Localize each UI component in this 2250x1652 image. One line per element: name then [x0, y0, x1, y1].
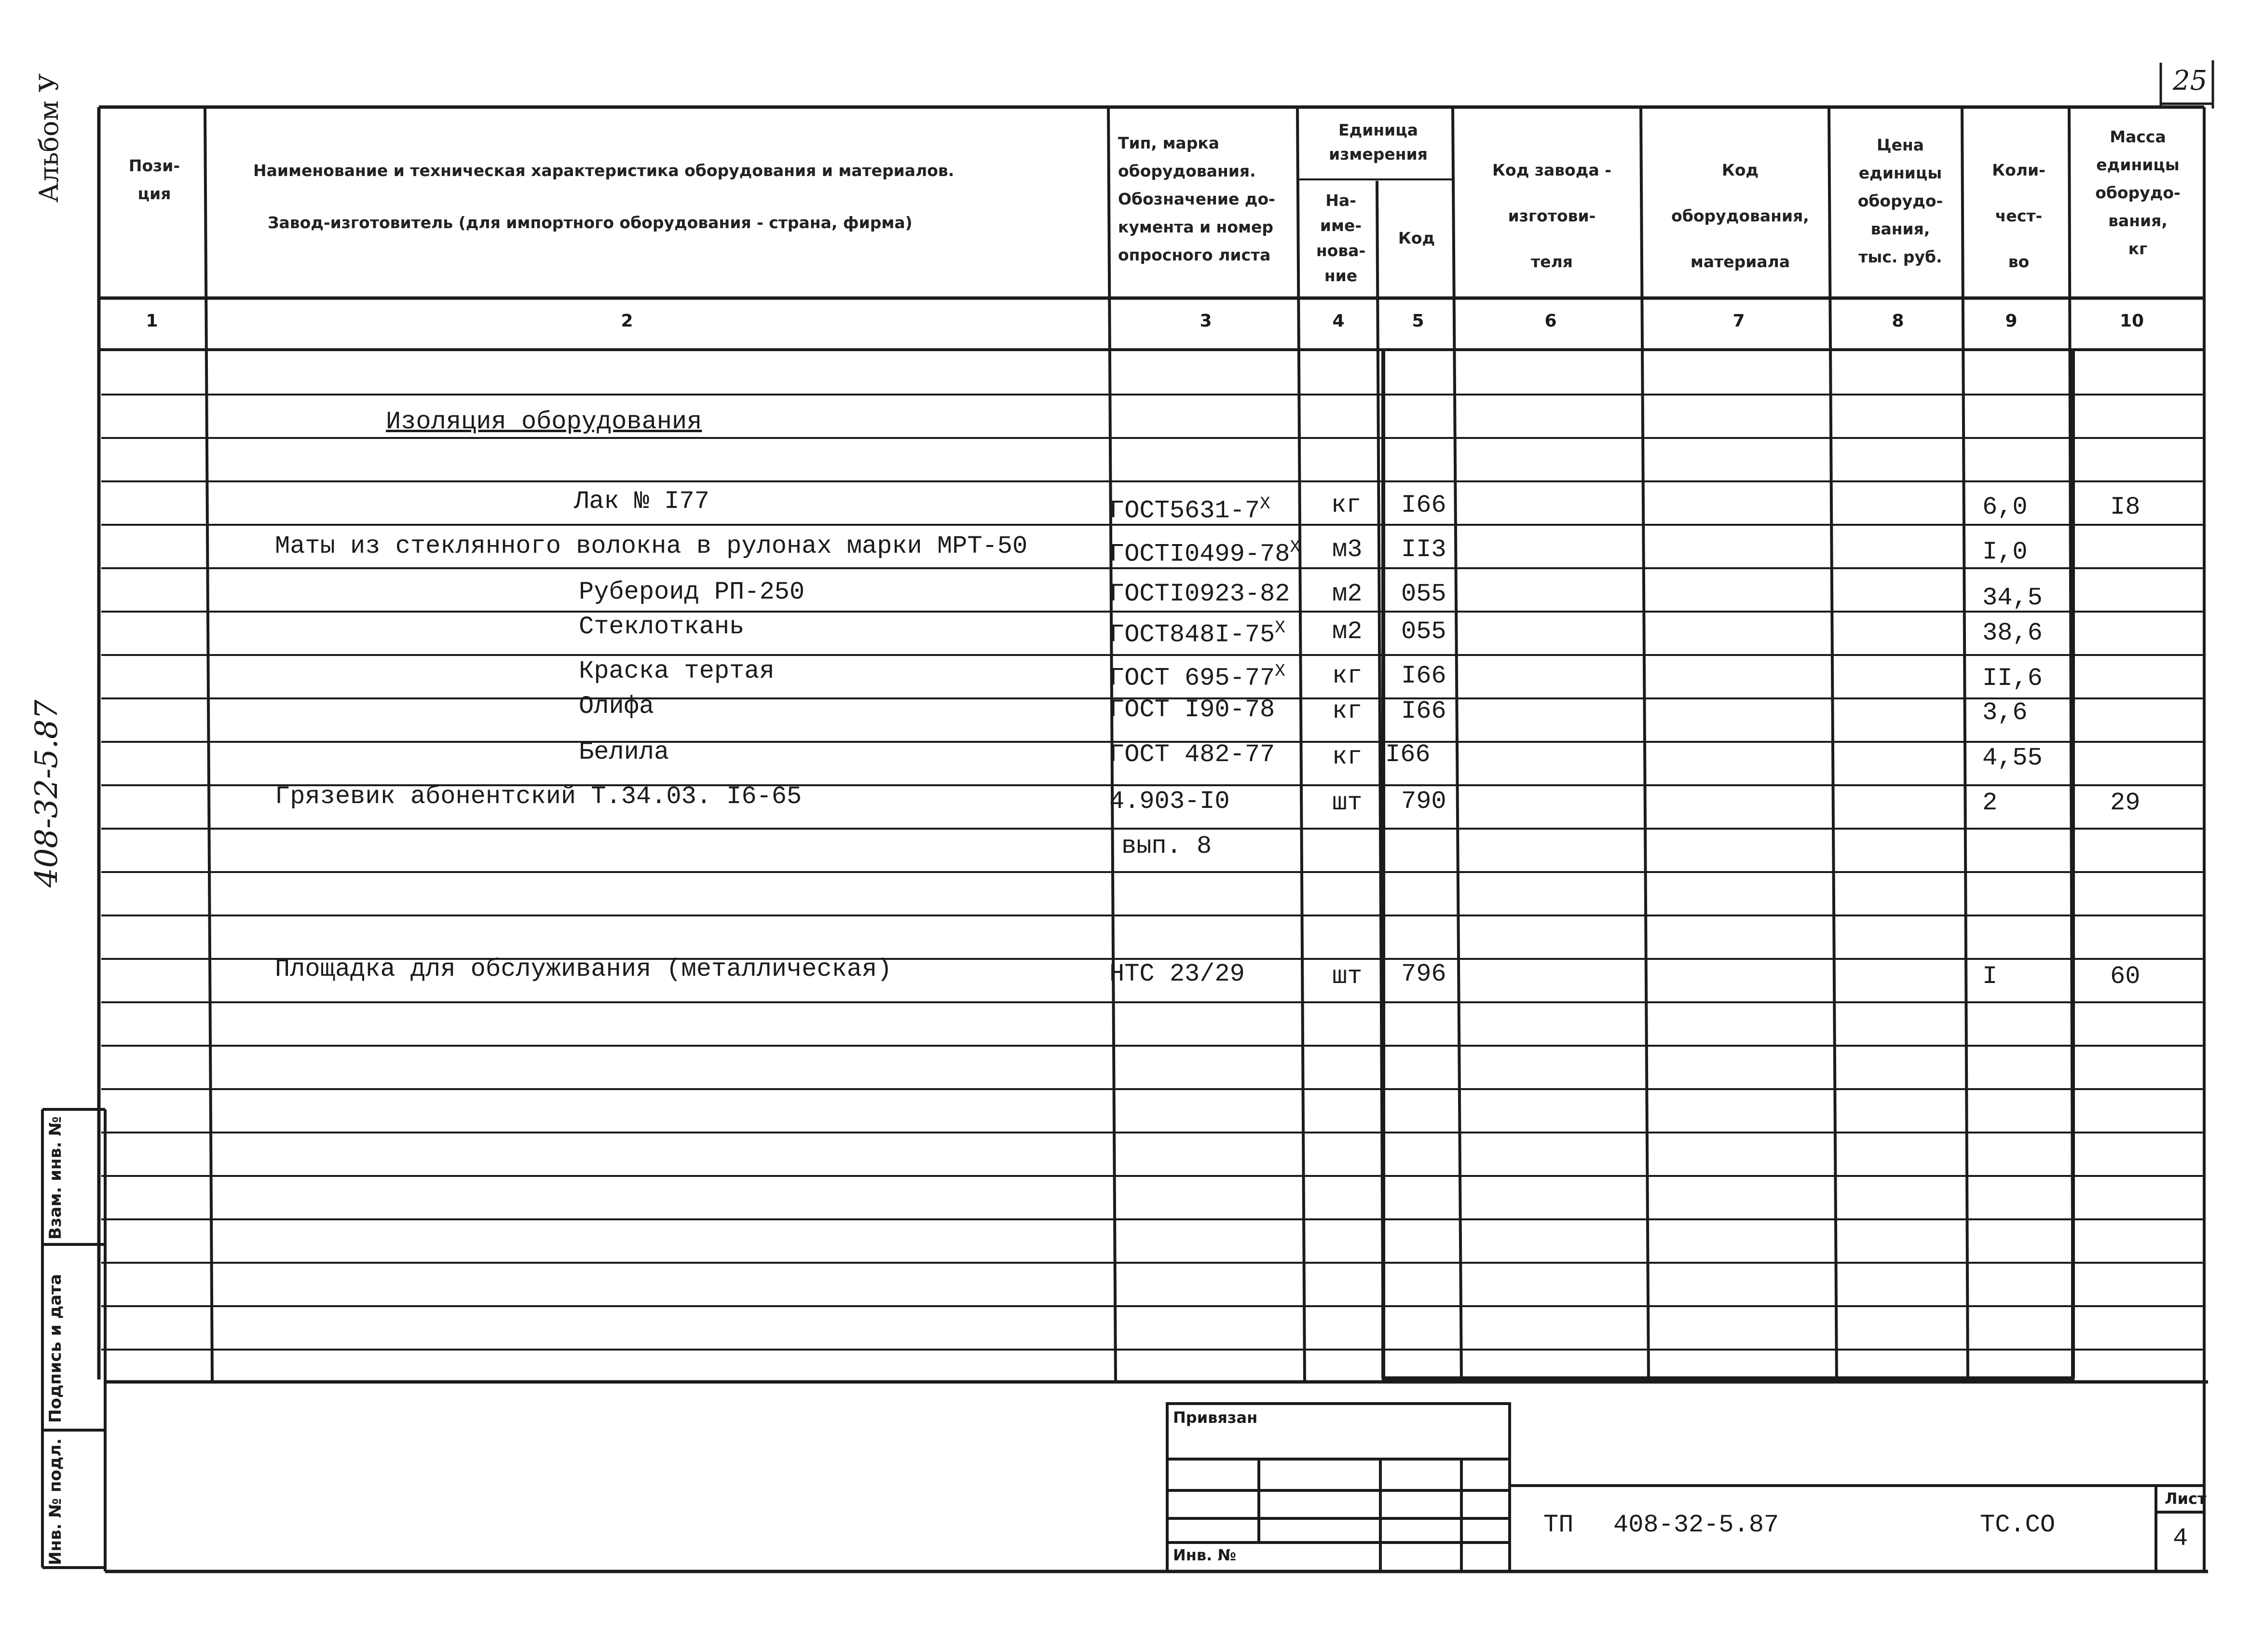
privyazan-label: Привязан	[1173, 1408, 1258, 1427]
table-row-lak-code: I66	[1401, 491, 1446, 519]
table-row-ploshadka-doc: НТС 23/29	[1109, 960, 1245, 988]
table-row-lak-qty: 6,0	[1982, 493, 2028, 521]
col-num-10: 10	[2119, 311, 2144, 331]
table-row-ruberoid-unit: м2	[1332, 580, 1363, 608]
vzam-inv-label: Взам. инв. №	[46, 1116, 65, 1240]
col-num-9: 9	[2005, 311, 2018, 331]
table-row-olifa-unit: кг	[1332, 697, 1363, 725]
table-row-olifa-doc: ГОСТ I90-78	[1109, 696, 1275, 724]
col-num-2: 2	[621, 311, 633, 331]
table-row-gryazevik-doc: 4.903-I0	[1109, 787, 1230, 816]
header-col-9: Коли- чест- во	[1992, 161, 2045, 271]
table-row-lak-doc: $ГОСТ5631-7^X$	[1109, 494, 1270, 525]
table-row-ruberoid-name: Рубероид РП-250	[579, 578, 805, 606]
doc-number: 408-32-5.87	[1613, 1511, 1779, 1539]
col-num-5: 5	[1412, 311, 1424, 331]
inv-no-label: Инв. №	[1173, 1546, 1236, 1564]
table-row-steklotkan-qty: 38,6	[1982, 619, 2043, 647]
table-row-steklotkan-name: Стеклоткань	[579, 613, 745, 641]
table-row-maty-qty: I,0	[1982, 538, 2028, 566]
table-row-belila-qty: 4,55	[1982, 744, 2043, 772]
table-row-ploshadka-code: 796	[1401, 960, 1446, 988]
list-label: Лист	[2165, 1489, 2207, 1508]
table-row-gryazevik-unit: шт	[1332, 789, 1363, 817]
table-row-steklotkan-doc: $ГОСТ848I-75^X$	[1109, 618, 1285, 649]
table-row-gryazevik-doc2: вып. 8	[1121, 832, 1212, 860]
table-row-belila-code: I66	[1385, 740, 1431, 769]
table-row-gryazevik-name: Грязевик абонентский Т.34.03. I6-65	[275, 782, 802, 811]
header-col-1: Пози- ция	[128, 156, 180, 203]
header-col-7: Код оборудования, материала	[1671, 161, 1809, 271]
col-num-4: 4	[1332, 311, 1345, 331]
col-num-3: 3	[1200, 311, 1212, 331]
doc-code: ТС.СО	[1980, 1511, 2056, 1539]
header-col-8: Цена единицы оборудо- вания, тыс. руб.	[1857, 136, 1943, 266]
header-col-5: Код	[1398, 229, 1435, 247]
table-row-maty-unit: м3	[1332, 535, 1363, 564]
table-row-maty-name: Маты из стеклянного волокна в рулонах марки МРТ-50	[275, 532, 1028, 560]
table-row-steklotkan-code: 055	[1401, 617, 1446, 646]
table-row-olifa-name: Олифа	[579, 692, 655, 721]
table-row-kraska-code: I66	[1401, 662, 1446, 690]
table-row-lak-name: Лак № I77	[574, 487, 709, 516]
doc-prefix: ТП	[1543, 1511, 1574, 1539]
table-row-belila-unit: кг	[1332, 743, 1363, 771]
table-row-gryazevik-qty: 2	[1982, 789, 1998, 817]
list-number: 4	[2173, 1524, 2188, 1553]
table-row-belila-doc: ГОСТ 482-77	[1109, 740, 1275, 769]
table-row-kraska-doc: ГОСТ $695-77^X$	[1109, 661, 1285, 693]
page-number: 25	[2173, 65, 2208, 96]
header-col-4: На- име- нова- ние	[1316, 191, 1366, 285]
table-row-belila-name: Белила	[579, 738, 669, 766]
table-row-gryazevik-code: 790	[1401, 787, 1446, 816]
table-row-lak-unit: кг	[1331, 491, 1362, 519]
album-label: Альбом У	[34, 73, 64, 203]
doc-code-vertical: 408-32-5.87	[29, 699, 65, 887]
col-num-1: 1	[146, 311, 158, 331]
table-row-ploshadka-mass: 60	[2110, 962, 2141, 991]
table-row-olifa-code: I66	[1401, 697, 1446, 725]
podpis-label: Подпись и дата	[46, 1274, 65, 1423]
col-num-6: 6	[1544, 311, 1557, 331]
table-row-ruberoid-code: 055	[1401, 580, 1446, 608]
table-row-ploshadka-qty: I	[1982, 962, 1998, 991]
table-row-ruberoid-doc: ГОСТI0923-82	[1109, 580, 1290, 608]
header-col-6: Код завода - изготови- теля	[1492, 161, 1611, 271]
table-row-ruberoid-qty: 34,5	[1982, 584, 2043, 612]
table-row-kraska-unit: кг	[1332, 662, 1363, 690]
table-row-olifa-qty: 3,6	[1982, 698, 2028, 727]
header-col-2: Наименование и техническая характеристика оборудования и материалов. Завод-изготовитель (для импортного оборудования - страна, фирма)	[253, 161, 955, 232]
header-col-10: Масса единицы оборудо- вания, кг	[2095, 127, 2181, 258]
inv-podl-label: Инв. № подл.	[46, 1438, 65, 1565]
table-row-ploshadka-name: Площадка для обслуживания (металлическая)	[275, 955, 892, 983]
table-row-lak-mass: I8	[2110, 493, 2141, 521]
table-row-maty-code: II3	[1401, 535, 1446, 564]
header-col-3: Тип, марка оборудования. Обозначение до- кумента и номер опросного листа	[1118, 134, 1275, 264]
header-unit: Единица измерения	[1329, 121, 1428, 164]
col-num-8: 8	[1892, 311, 1904, 331]
col-num-7: 7	[1732, 311, 1745, 331]
section-title: Изоляция оборудования	[386, 408, 702, 436]
table-row-kraska-qty: II,6	[1982, 664, 2043, 693]
table-row-gryazevik-mass: 29	[2110, 789, 2141, 817]
table-row-steklotkan-unit: м2	[1332, 617, 1363, 646]
table-row-kraska-name: Краска тертая	[579, 657, 775, 685]
table-row-maty-doc: $ГОСТI0499-78^X$	[1109, 537, 1301, 569]
table-row-ploshadka-unit: шт	[1332, 962, 1363, 991]
